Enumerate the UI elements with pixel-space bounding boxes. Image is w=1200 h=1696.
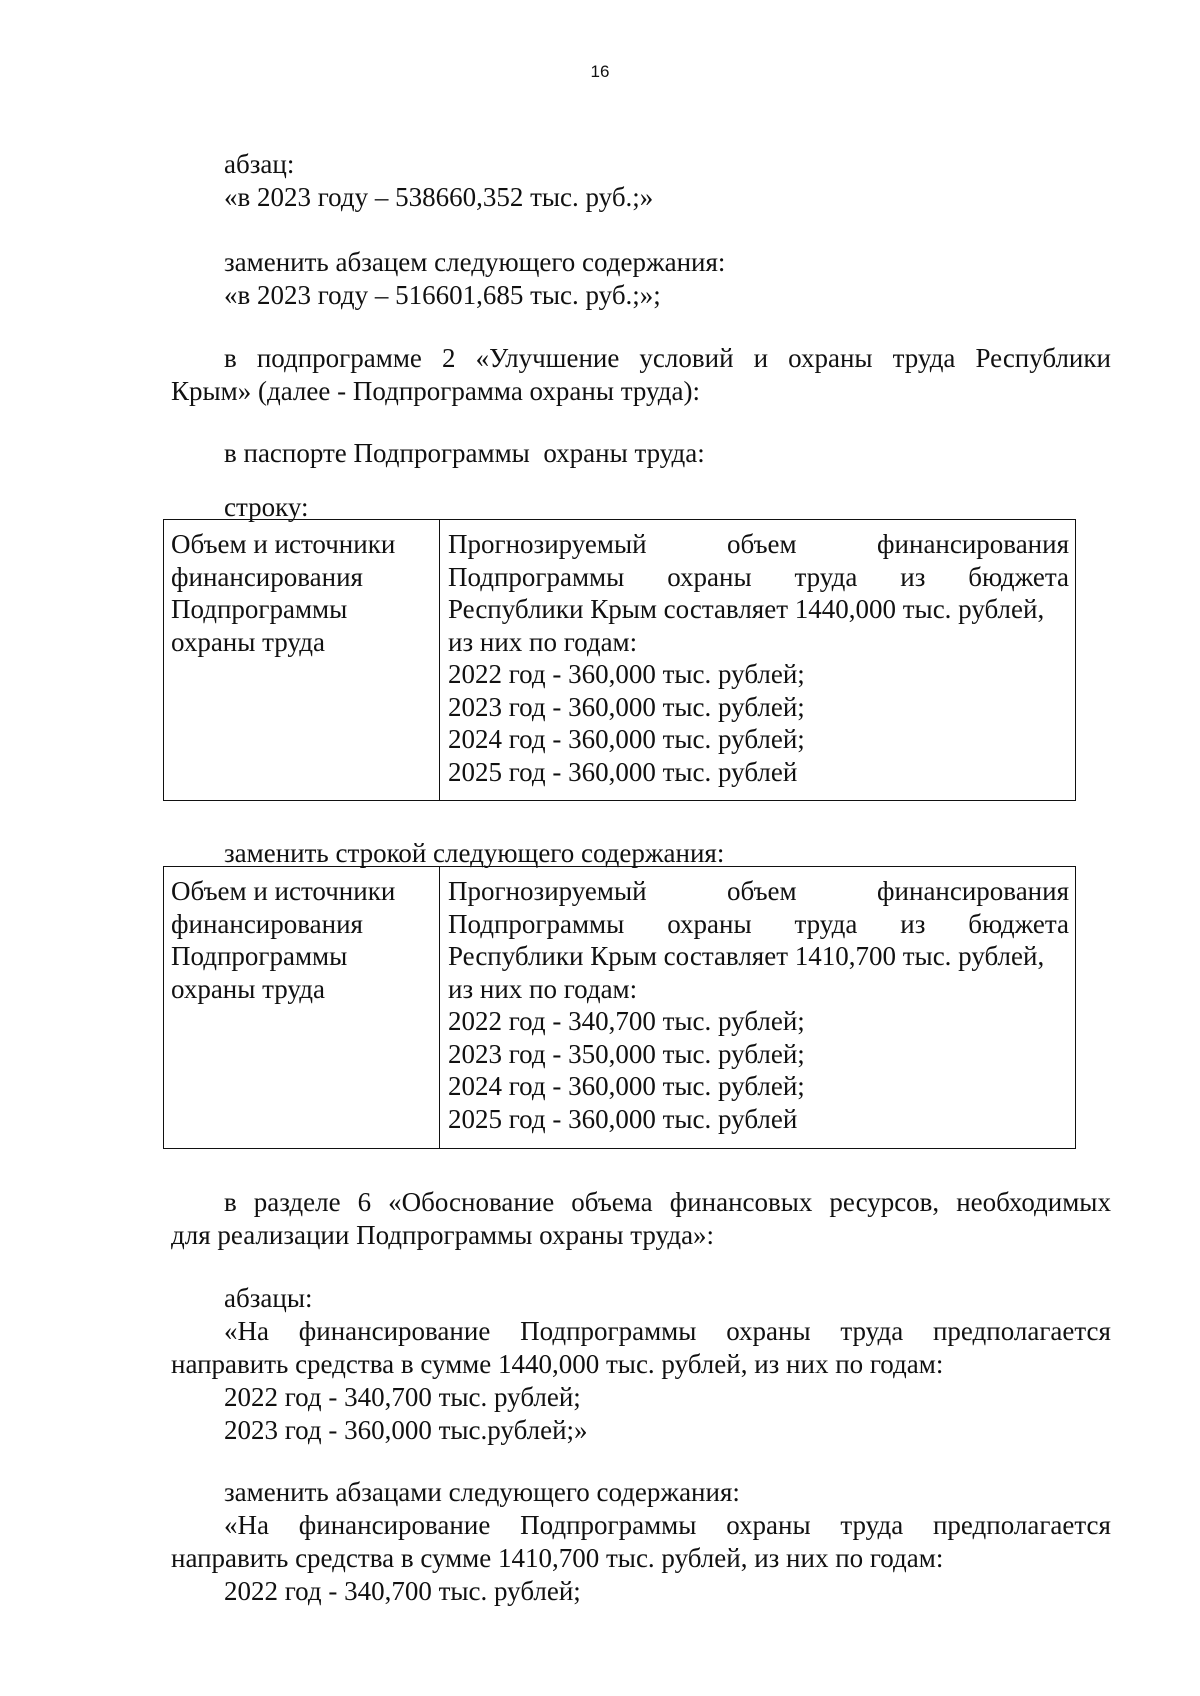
cell-line: финансирования	[171, 561, 363, 592]
old-paragraphs-line1: «На финансирование Подпрограммы охраны труда предполагается	[224, 1316, 1111, 1346]
section6-intro-line1: в разделе 6 «Обоснование объема финансовых ресурсов, необходимых	[224, 1187, 1111, 1217]
page-number: 16	[590, 62, 610, 81]
year-line: 2025 год - 360,000 тыс. рублей	[448, 756, 798, 787]
old-paragraphs-line3: 2022 год - 340,700 тыс. рублей;	[224, 1382, 581, 1412]
old-table-right-cell	[441, 520, 1075, 788]
year-line: 2022 год - 340,700 тыс. рублей;	[448, 1006, 805, 1036]
paragraph-label: абзац:	[224, 149, 295, 179]
cell-line: охраны труда	[171, 973, 325, 1004]
cell-line: Прогнозируемый объем финансирования	[448, 876, 1069, 906]
new-paragraph-text: «в 2023 году – 516601,685 тыс. руб.;»;	[224, 280, 661, 310]
old-paragraph-text: «в 2023 году – 538660,352 тыс. руб.;»	[224, 182, 654, 212]
cell-line: Подпрограммы	[171, 594, 348, 624]
old-paragraphs-line2: направить средства в сумме 1440,000 тыс. рублей, из них по годам:	[171, 1349, 944, 1379]
cell-line: Подпрограммы охраны труда из бюджета	[448, 561, 1069, 592]
replace-paragraph-label: заменить абзацем следующего содержания:	[224, 247, 726, 277]
section6-intro-line2: для реализации Подпрограммы охраны труда»:	[171, 1220, 715, 1250]
old-paragraphs-line4: 2023 год - 360,000 тыс.рублей;»	[224, 1415, 588, 1445]
new-table-left-cell	[164, 867, 440, 1148]
cell-line: охраны труда	[171, 626, 325, 657]
passport-intro: в паспорте Подпрограммы охраны труда:	[224, 438, 705, 468]
year-line: 2024 год - 360,000 тыс. рублей;	[448, 1071, 805, 1101]
cell-line: Объем и источники	[171, 529, 396, 559]
cell-line: Прогнозируемый объем финансирования	[448, 529, 1069, 559]
year-line: 2024 год - 360,000 тыс. рублей;	[448, 724, 805, 754]
year-line: 2025 год - 360,000 тыс. рублей	[448, 1103, 798, 1134]
cell-line: Республики Крым составляет 1440,000 тыс. рублей,	[448, 594, 1045, 624]
new-paragraphs-line1: «На финансирование Подпрограммы охраны труда предполагается	[224, 1510, 1111, 1540]
new-paragraphs-line2: направить средства в сумме 1410,700 тыс. рублей, из них по годам:	[171, 1543, 944, 1573]
year-line: 2023 год - 350,000 тыс. рублей;	[448, 1038, 805, 1069]
subprogram-intro-line2: Крым» (далее - Подпрограмма охраны труда):	[171, 376, 700, 406]
new-funding-table	[163, 866, 1076, 1149]
year-line: 2022 год - 360,000 тыс. рублей;	[448, 659, 805, 689]
cell-line: Объем и источники	[171, 876, 396, 906]
old-table-left-cell	[164, 520, 440, 800]
year-line: 2023 год - 360,000 тыс. рублей;	[448, 691, 805, 722]
cell-line: из них по годам:	[448, 626, 638, 657]
new-table-right-cell	[441, 867, 1075, 1135]
replace-row-label: заменить строкой следующего содержания:	[224, 838, 725, 868]
cell-line: Подпрограммы охраны труда из бюджета	[448, 908, 1069, 939]
old-funding-table	[163, 519, 1076, 801]
cell-line: из них по годам:	[448, 973, 638, 1004]
row-label: строку:	[224, 492, 309, 522]
cell-line: финансирования	[171, 908, 363, 939]
paragraphs-label: абзацы:	[224, 1283, 313, 1313]
replace-paragraphs-label: заменить абзацами следующего содержания:	[224, 1477, 740, 1507]
cell-line: Республики Крым составляет 1410,700 тыс. рублей,	[448, 941, 1045, 971]
new-paragraphs-line3: 2022 год - 340,700 тыс. рублей;	[224, 1576, 581, 1606]
cell-line: Подпрограммы	[171, 941, 348, 971]
subprogram-intro-line1: в подпрограмме 2 «Улучшение условий и охраны труда Республики	[224, 343, 1111, 373]
